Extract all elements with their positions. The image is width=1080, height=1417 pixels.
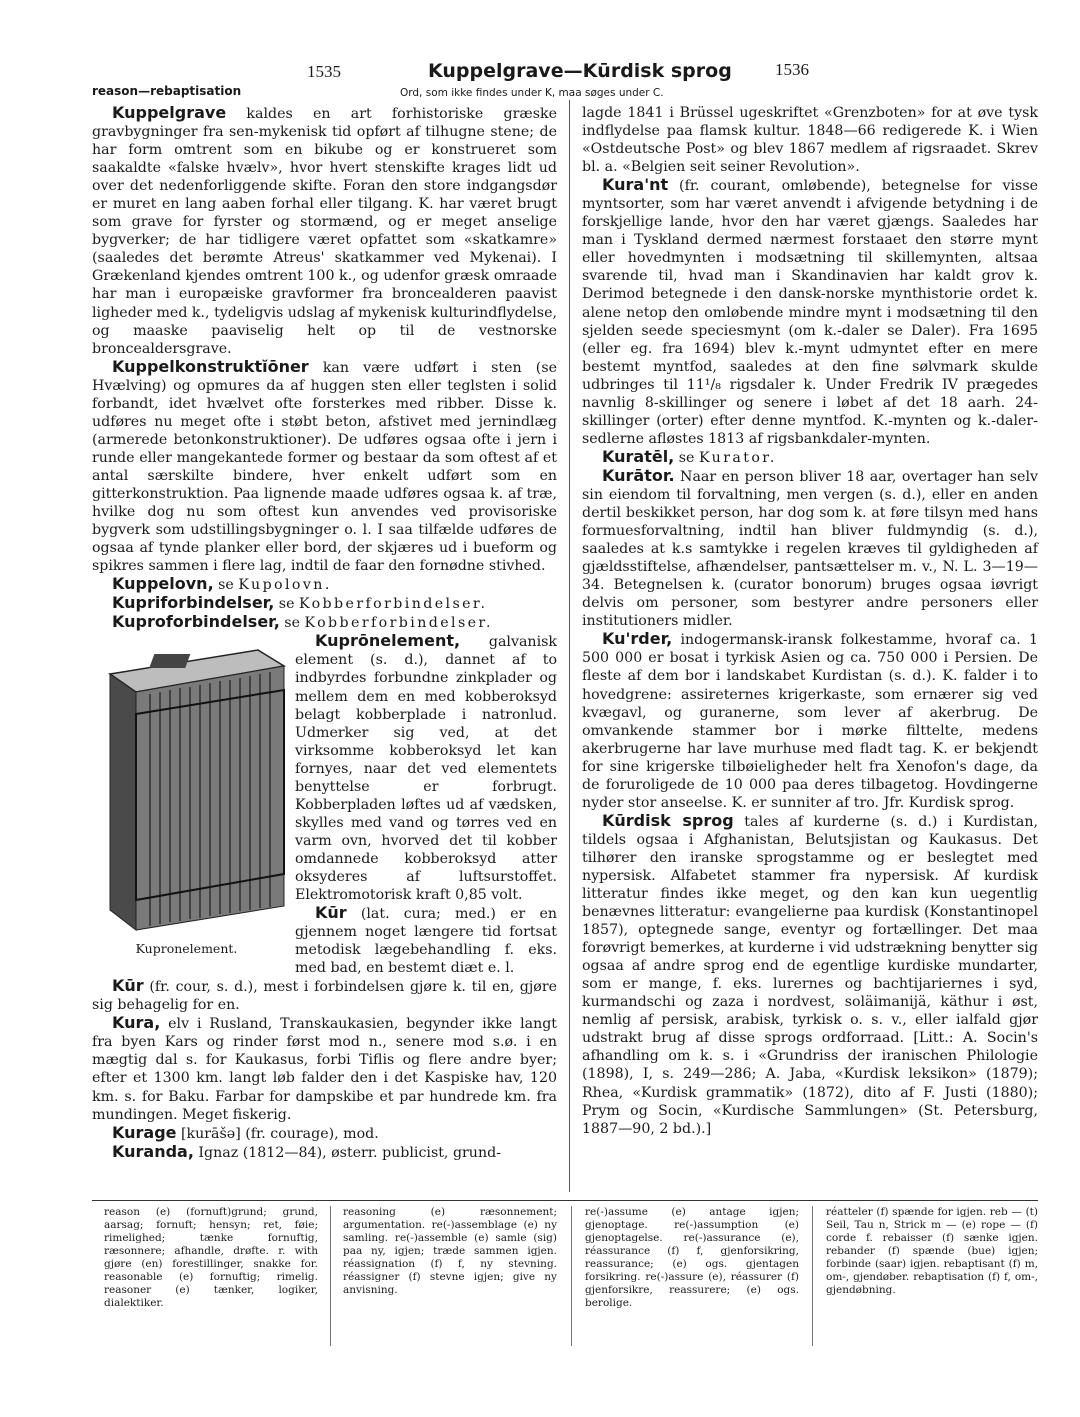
entry	[92, 104, 557, 358]
entry-text: se	[279, 615, 305, 632]
headword: Kuppelgrave	[112, 103, 227, 122]
entry-text: (fr. courant, omløbende), betegnelse for visse myntsorter, som har været anvendt i afvigende betydning i de forskjellige lande, hvor den har været gjængs. Saaledes har man i Tyskland dermed nærmest forstaaet den større mynt eller hovedmynten i modsætning til skillemynten, altsaa svarende til, hvad man i Skandinavien har kaldt grov k. Derimod betegnede i den dansk-norske mynthistorie ordet k. alene netop den omløbende mindre mynt i modsætning til den sjelden seede speciesmynt (om k.-daler se Daler). Fra 1695 (eller eg. fra 1694) blev k.-mynt udmyntet efter en mere bestemt myntfod, saaledes at den fine sølvmark skulde udbringes til 11¹/₈ rigsdaler k. Under Fredrik IV prægedes navnlig 8-skillinger og senere i løbet af det 18 aarh. 24-skillinger (orter) efter denne myntfod. K.-mynten og k.-daler-sedlerne afløstes 1813 af rigsbankdaler-mynten.	[582, 178, 1038, 447]
headword: Kuproforbindelser,	[112, 612, 280, 632]
headword: Kuppelkonstruktĭōner	[112, 356, 309, 376]
entry	[582, 448, 1038, 467]
headword: Kura'nt	[602, 175, 669, 195]
entry-text: lagde 1841 i Brüssel ugeskriftet «Grenzboten» for at øve tysk indflydelse paa flamsk kultur. 1848—66 redigerede K. i Wien «Ostdeutsche Post» og blev 1867 medlem af rigsraadet. Skrev bl. a. «Belgien seit seiner Revolution».	[582, 105, 1038, 176]
kupron-element-figure	[88, 636, 285, 968]
right-column	[582, 104, 1038, 1138]
page-title: Kuppelgrave—Kūrdisk sprog	[428, 60, 732, 82]
entry	[582, 176, 1038, 448]
entry-text: kan være udført i sten (se Hvælving) og opmures da af huggen sten eller teglsten i solid forbandt, idet hvælvet ofte forsterkes med ribber. Disse k. udføres nu meget ofte i støbt beton, afstivet med jernindlæg (armerede betonkonstruktioner). De udføres ogsaa ofte i jern i runde eller mangekantede former og bestaar da som oftest af et antal særskilte bindere, hver enkelt udført som en gitterkonstruktion. Paa lignende maade udføres ogsaa k. af træ, hvilke dog nu som oftest kun anvendes ved provisoriske bygverk som udstillingsbygninger o. l. I saa tilfælde udføres de ogsaa af tynde planker eller bord, der skjæres ud i bueform og spikres sammen i flere lag, indtil de faar den fornødne stivhed.	[92, 359, 557, 575]
footer-rule	[92, 1200, 1038, 1201]
entry-text: [kurāšə] (fr. courage), mod.	[176, 1125, 379, 1142]
entry	[92, 977, 557, 1014]
entry	[92, 1124, 557, 1143]
headword: Kūr	[315, 903, 347, 923]
cross-reference: Kobberforbindelser.	[299, 596, 488, 613]
entry	[92, 1143, 557, 1162]
footer-divider	[812, 1206, 813, 1346]
entry-text: elv i Rusland, Transkaukasien, begynder ikke langt fra byen Kars og rinder først mod n., senere mod s.ø. i en mægtig dal s. for Kaukasus, forbi Tiflis og flere andre byer; efter et 1300 km. langt løb falder den i det Kaspiske hav, 120 km. s. for Baku. Farbar for dampskibe et par hundrede km. fra mundingen. Meget fiskerig.	[92, 1016, 557, 1123]
footer-column-3: re(-)assume (e) antage igjen; gjenoptage. re(-)assumption (e) gjenoptagelse. re(-)assurance (e), réassurance (f) f, gjenforsikring, reassurance; (e) ogs. gjentagen forsikring. re(-)assure (e), réassurer (f) gjenforsikre, reassurere; (e) ogs. berolige.	[585, 1206, 799, 1309]
page-subtitle: Ord, som ikke findes under K, maa søges under C.	[400, 87, 664, 99]
entry	[92, 1014, 557, 1123]
entry	[92, 594, 557, 613]
entry-text: galvanisk element (s. d.), dannet af to indbyrdes forbundne zinkplader og mellem dem en med kobberoksyd belagt kobberplade i natronlud. Udmerker sig ved, at det virksomme kobberoksyd let kan fornyes, naar det ved elementets benyttelse er forbrugt. Kobberpladen løftes ud af vædsken, skylles med vand og tørres ved en varm ovn, hvorved det til kobber omdannede kobberoksyd atter oksyderes af luftsurstoffet. Elektromotorisk kraft 0,85 volt.	[295, 634, 557, 904]
entry-continued	[582, 104, 1038, 176]
cross-reference: Kobberforbindelser.	[304, 615, 493, 632]
battery-illustration	[98, 644, 288, 934]
footer-column-2: reasoning (e) ræsonnement; argumentation. re(-)assemblage (e) ny samling. re(-)assemble (e) samle (sig) paa ny, igjen; træde sammen igjen. réassignation (f) f, ny stevning. réassigner (f) stevne igjen; give ny anvisning.	[343, 1206, 557, 1296]
entry-text: Ignaz (1812—84), østerr. publicist, grund-	[193, 1144, 501, 1161]
entry-text: Naar en person bliver 18 aar, overtager han selv sin eiendom til forvaltning, men vergen (s. d.), eller en anden dertil beskikket person, har dog som k. at føre tilsyn med hans formuesforvaltning, indtil han bliver fuldmyndig (s. d.), saaledes at k.s samtykke i regelen kræves til gyldigheden af gjældsstiftelse, afhændelser, pantsættelser m. v., N. L. 3—19—34. Betegnelsen k. (curator bonorum) bruges ogsaa iøvrigt delvis om personer, som bestyrer andre personers eller institutioners midler.	[582, 468, 1038, 630]
headword: Kuratēl,	[602, 446, 675, 466]
cross-reference: Kurator.	[698, 449, 777, 466]
entry-text: indogermansk-iransk folkestamme, hvoraf ca. 1 500 000 er bosat i tyrkisk Asien og ca. 750 000 i Persien. De fleste af dem bor i landskabet Kurdistan (s. d.). K. falder i to hovedgrene: assireternes krigerkaste, som ernærer sig ved kvægavl, og guranerne, som lever af akerbrug. De omvankende stammer bor i mørke filttelte, medens akerbrugerne har lave murhuse med fladt tag. K. er bekjendt for sine krigerske tilbøieligheder helt fra Xenofon's dage, da de foruroligede de 10 000 paa deres tilbagetog. Hovdingerne nyder stor anseelse. K. er sunniter af tro. Jfr. Kurdisk sprog.	[582, 632, 1038, 811]
headword: Kūrdisk sprog	[602, 810, 734, 830]
headword: Kuranda,	[112, 1141, 194, 1161]
headword: Ku'rder,	[602, 629, 673, 649]
entry-text: kaldes en art forhistoriske græske gravbygninger fra sen-mykenisk tid opført af tilhugne stene; de har form omtrent som en bikube og er konstrueret som saakaldte «falske hvælv», hvor hvert stenskifte krages lidt ud over det nedenforliggende skifte. Foran den store indgangsdør er muret en lang aaben forhal eller tilgang. K. har været brugt som grave for fyrster og stormænd, og er meget anselige bygverker; de har tidligere været opfattet som «skatkamre» (saaledes det berømte Atreus' skatkammer ved Mykenai). I Grækenland kjendes omtrent 100 k., og udenfor græsk omraade har man i europæiske gravformer fra broncealderen paavist ligheder med k., tydeligvis udslag af mykenisk kulturindflydelse, og maaske paaviselig helt op til de vestnorske broncealdersgrave.	[92, 106, 557, 357]
entry-text: se	[274, 596, 299, 613]
entry-text: tales af kurderne (s. d.) i Kurdistan, tildels ogsaa i Afghanistan, Belutsjistan og Kaukasus. Det tilhører den iranske sprogstamme og er beslegtet med nypersisk. Alfabetet stammer fra nypersisk. Af kurdisk litteratur findes ikke meget, og den kan kun uegentlig benævnes litteratur: evangelierne paa kurdisk (Konstantinopel 1857), optegnede sange, eventyr og fortællinger. Det maa forøvrigt bemerkes, at kurderne i vid udstrækning benytter sig ogsaa af andre sprog end de egentlige kurdiske mundarter, som er mange, f. eks. lurernes og bachtijariernes i syd, kurmandschi og zaza i nordvest, soläimanijä, käthur i øst, nemlig af persisk, arabisk, tyrkisk o. s. v., eller ialfald gjør udstrakt brug af disse sprogs ordforraad. [Litt.: A. Socin's afhandling om k. s. i «Grundriss der iranischen Philologie (1898), I, s. 249—286; A. Jaba, «Kurdisk leksikon» (1879); Rhea, «Kurdisk grammatik» (1872), dito af F. Justi (1880); Prym og Socin, «Kurdische Sammlungen» (St. Petersburg, 1887—90, 2 bd.).]	[582, 813, 1038, 1137]
headword: Kūr	[112, 976, 144, 996]
headword: Kura,	[112, 1013, 161, 1033]
entry	[582, 467, 1038, 630]
left-column	[92, 104, 557, 1162]
headword: Kupriforbindelser,	[112, 593, 275, 613]
footer-column-1: reason (e) (fornuft)grund; grund, aarsag; fornuft; hensyn; ret, føie; rimelighed; tænke fornuftig, ræsonnere; afhandle, drøfte. r. with gjøre (en) forestillinger, snakke for. reasonable (e) fornuftig; rimelig. reasoner (e) tænker, logiker, dialektiker.	[104, 1206, 318, 1309]
entry	[92, 613, 557, 632]
entry	[92, 358, 557, 576]
column-divider	[569, 100, 570, 1192]
headword: Kurage	[112, 1122, 177, 1142]
footer-column-4: réatteler (f) spænde for igjen. reb — (t) Seil, Tau n, Strick m — (e) rope — (f) corde f. rebaisser (f) sænke igjen. rebander (f) spænde (bue) igjen; forbinde (saar) igjen. rebaptisant (f) m, om-, gjendøber. rebaptisation (f) f, om-, gjendøbning.	[826, 1206, 1038, 1296]
entry	[92, 575, 557, 594]
guide-words: reason—rebaptisation	[92, 84, 242, 98]
entry-text: se	[213, 577, 239, 594]
page-number-left: 1535	[307, 62, 341, 81]
headword: Kuprōnelement,	[315, 631, 461, 651]
footer-divider	[571, 1206, 572, 1346]
cross-reference: Kupolovn.	[238, 577, 332, 594]
page-number-right: 1536	[775, 60, 809, 79]
entry-text: (lat. cura; med.) er en gjennem noget længere tid fortsat metodisk lægebehandling f. eks. med bad, en bestemt diæt e. l.	[295, 906, 557, 977]
footer-divider	[330, 1206, 331, 1346]
headword: Kuppelovn,	[112, 574, 214, 594]
figure-caption: Kupronelement.	[135, 941, 238, 957]
entry-text: (fr. cour, s. d.), mest i forbindelsen gjøre k. til en, gjøre sig behagelig for en.	[92, 979, 557, 1014]
headword: Kurātor.	[602, 465, 675, 485]
entry	[582, 812, 1038, 1138]
entry	[582, 630, 1038, 811]
entry-text: se	[674, 449, 699, 466]
